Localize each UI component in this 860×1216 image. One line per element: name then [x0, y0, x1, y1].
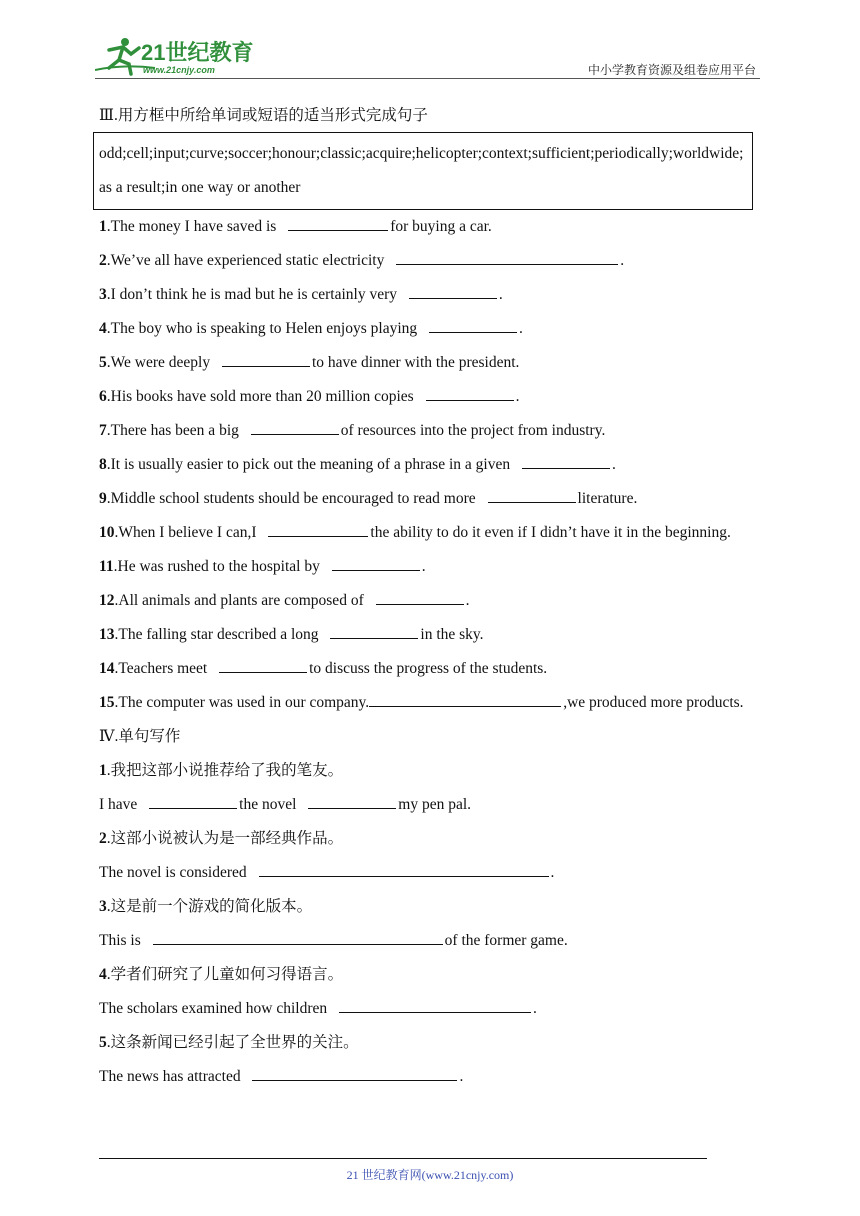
translation-answer-2: The novel is considered . [99, 856, 763, 890]
item-number: 11 [99, 558, 114, 575]
item-number: 3 [99, 898, 107, 915]
item-number: 2 [99, 252, 107, 269]
item-number: 5 [99, 354, 107, 371]
fill-blank-item-4: 4.The boy who is speaking to Helen enjoys playing . [99, 312, 763, 346]
translation-prompt-5: 5.这条新闻已经引起了全世界的关注。 [99, 1034, 359, 1051]
item-number: 1 [99, 218, 107, 235]
item-number: 12 [99, 592, 115, 609]
answer-blank[interactable] [149, 792, 237, 809]
fill-blank-item-10: 10.When I believe I can,I the ability to do it even if I didn’t have it in the beginning. [99, 516, 763, 550]
item-number: 1 [99, 762, 107, 779]
worksheet-content [99, 100, 763, 1094]
translation-answer-5: The news has attracted . [99, 1060, 763, 1094]
fill-blank-item-13: 13.The falling star described a long in the sky. [99, 618, 763, 652]
answer-blank[interactable] [252, 1064, 457, 1081]
answer-blank[interactable] [332, 554, 420, 571]
answer-blank[interactable] [429, 316, 517, 333]
item-number: 13 [99, 626, 115, 643]
fill-blank-item-7: 7.There has been a big of resources into the project from industry. [99, 414, 763, 448]
footer-divider [99, 1158, 707, 1159]
answer-blank[interactable] [219, 656, 307, 673]
item-number: 4 [99, 320, 107, 337]
item-number: 5 [99, 1034, 107, 1051]
svg-text:21世纪教育: 21世纪教育 [141, 40, 254, 65]
fill-blank-item-14: 14.Teachers meet to discuss the progress of the students. [99, 652, 763, 686]
item-number: 14 [99, 660, 115, 677]
fill-blank-item-9: 9.Middle school students should be encouraged to read more literature. [99, 482, 763, 516]
answer-blank[interactable] [259, 860, 549, 877]
item-number: 8 [99, 456, 107, 473]
header-divider [95, 78, 760, 79]
answer-blank[interactable] [488, 486, 576, 503]
answer-blank[interactable] [339, 996, 531, 1013]
answer-blank[interactable] [376, 588, 464, 605]
answer-blank[interactable] [222, 350, 310, 367]
answer-blank[interactable] [522, 452, 610, 469]
word-bank-box: odd;cell;input;curve;soccer;honour;classic;acquire;helicopter;context;sufficient;periodically;worldwide;as a result;in one way or another [93, 132, 753, 210]
fill-blank-item-8: 8.It is usually easier to pick out the meaning of a phrase in a given . [99, 448, 763, 482]
answer-blank[interactable] [426, 384, 514, 401]
fill-blank-item-3: 3.I don’t think he is mad but he is certainly very . [99, 278, 763, 312]
item-number: 9 [99, 490, 107, 507]
answer-blank[interactable] [153, 928, 443, 945]
item-number: 7 [99, 422, 107, 439]
fill-blank-item-11: 11.He was rushed to the hospital by . [99, 550, 763, 584]
fill-blank-item-5: 5.We were deeply to have dinner with the president. [99, 346, 763, 380]
answer-blank[interactable] [369, 690, 561, 707]
item-number: 3 [99, 286, 107, 303]
answer-blank[interactable] [268, 520, 368, 537]
answer-blank[interactable] [308, 792, 396, 809]
fill-blank-item-12: 12.All animals and plants are composed of . [99, 584, 763, 618]
item-number: 2 [99, 830, 107, 847]
section-4-title: Ⅳ.单句写作 [99, 728, 181, 745]
item-number: 6 [99, 388, 107, 405]
fill-blank-item-1: 1.The money I have saved is for buying a car. [99, 210, 763, 244]
answer-blank[interactable] [251, 418, 339, 435]
translation-answer-4: The scholars examined how children . [99, 992, 763, 1026]
fill-blank-item-2: 2.We’ve all have experienced static electricity . [99, 244, 763, 278]
translation-answer-3: This is of the former game. [99, 924, 763, 958]
translation-prompt-3: 3.这是前一个游戏的简化版本。 [99, 898, 313, 915]
item-number: 10 [99, 524, 115, 541]
page-header [95, 36, 760, 80]
translation-answer-1: I have the novel my pen pal. [99, 788, 763, 822]
translation-prompt-2: 2.这部小说被认为是一部经典作品。 [99, 830, 344, 847]
answer-blank[interactable] [288, 214, 388, 231]
translation-prompt-1: 1.我把这部小说推荐给了我的笔友。 [99, 762, 344, 779]
answer-blank[interactable] [330, 622, 418, 639]
item-number: 15 [99, 694, 115, 711]
answer-blank[interactable] [396, 248, 618, 265]
answer-blank[interactable] [409, 282, 497, 299]
logo-21cnjy [95, 36, 270, 76]
site-name: 中小学教育资源及组卷应用平台 [587, 63, 756, 77]
footer-link[interactable]: 21 世纪教育网(www.21cnjy.com) [346, 1168, 514, 1182]
fill-blank-item-15: 15.The computer was used in our company. ,we produced more products. [99, 686, 763, 720]
item-number: 4 [99, 966, 107, 983]
svg-text:www.21cnjy.com: www.21cnjy.com [143, 65, 215, 75]
section-3-title: Ⅲ.用方框中所给单词或短语的适当形式完成句子 [99, 107, 428, 124]
fill-blank-item-6: 6.His books have sold more than 20 million copies . [99, 380, 763, 414]
translation-prompt-4: 4.学者们研究了儿童如何习得语言。 [99, 966, 344, 983]
